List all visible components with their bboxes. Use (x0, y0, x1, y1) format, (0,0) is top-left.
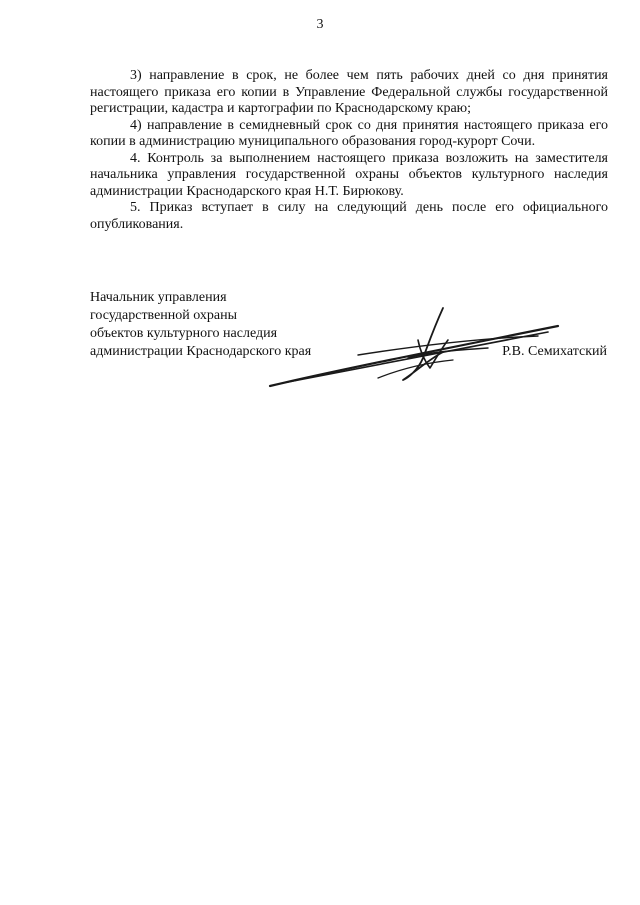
signatory-title-line: государственной охраны (90, 308, 238, 323)
document-body (90, 68, 608, 233)
paragraph-control: 4. Контроль за выполнением настоящего приказа возложить на заместителя начальника управления государственной охраны объектов культурного наследия администрации Краснодарского края Н.Т. Бирюкову. (90, 150, 608, 199)
signatory-title-line: администрации Краснодарского края (90, 344, 312, 359)
paragraph-3-registration: 3) направление в срок, не более чем пять рабочих дней со дня принятия настоящего приказа его копии в Управление Федеральной службы государственной регистрации, кадастра и картографии по Краснодарскому краю; (90, 68, 608, 116)
signatory-name: Р.В. Семихатский (502, 344, 607, 359)
signatory-title-line: объектов культурного наследия (90, 326, 278, 341)
page-number: 3 (316, 17, 324, 32)
paragraph-4-sochi: 4) направление в семидневный срок со дня принятия настоящего приказа его копии в администрацию муниципального образования город-курорт Сочи. (90, 117, 608, 149)
handwritten-signature (258, 300, 578, 410)
signatory-title-line: Начальник управления (90, 290, 227, 305)
paragraph-effective-date: 5. Приказ вступает в силу на следующий день после его официального опубликования. (90, 200, 608, 232)
